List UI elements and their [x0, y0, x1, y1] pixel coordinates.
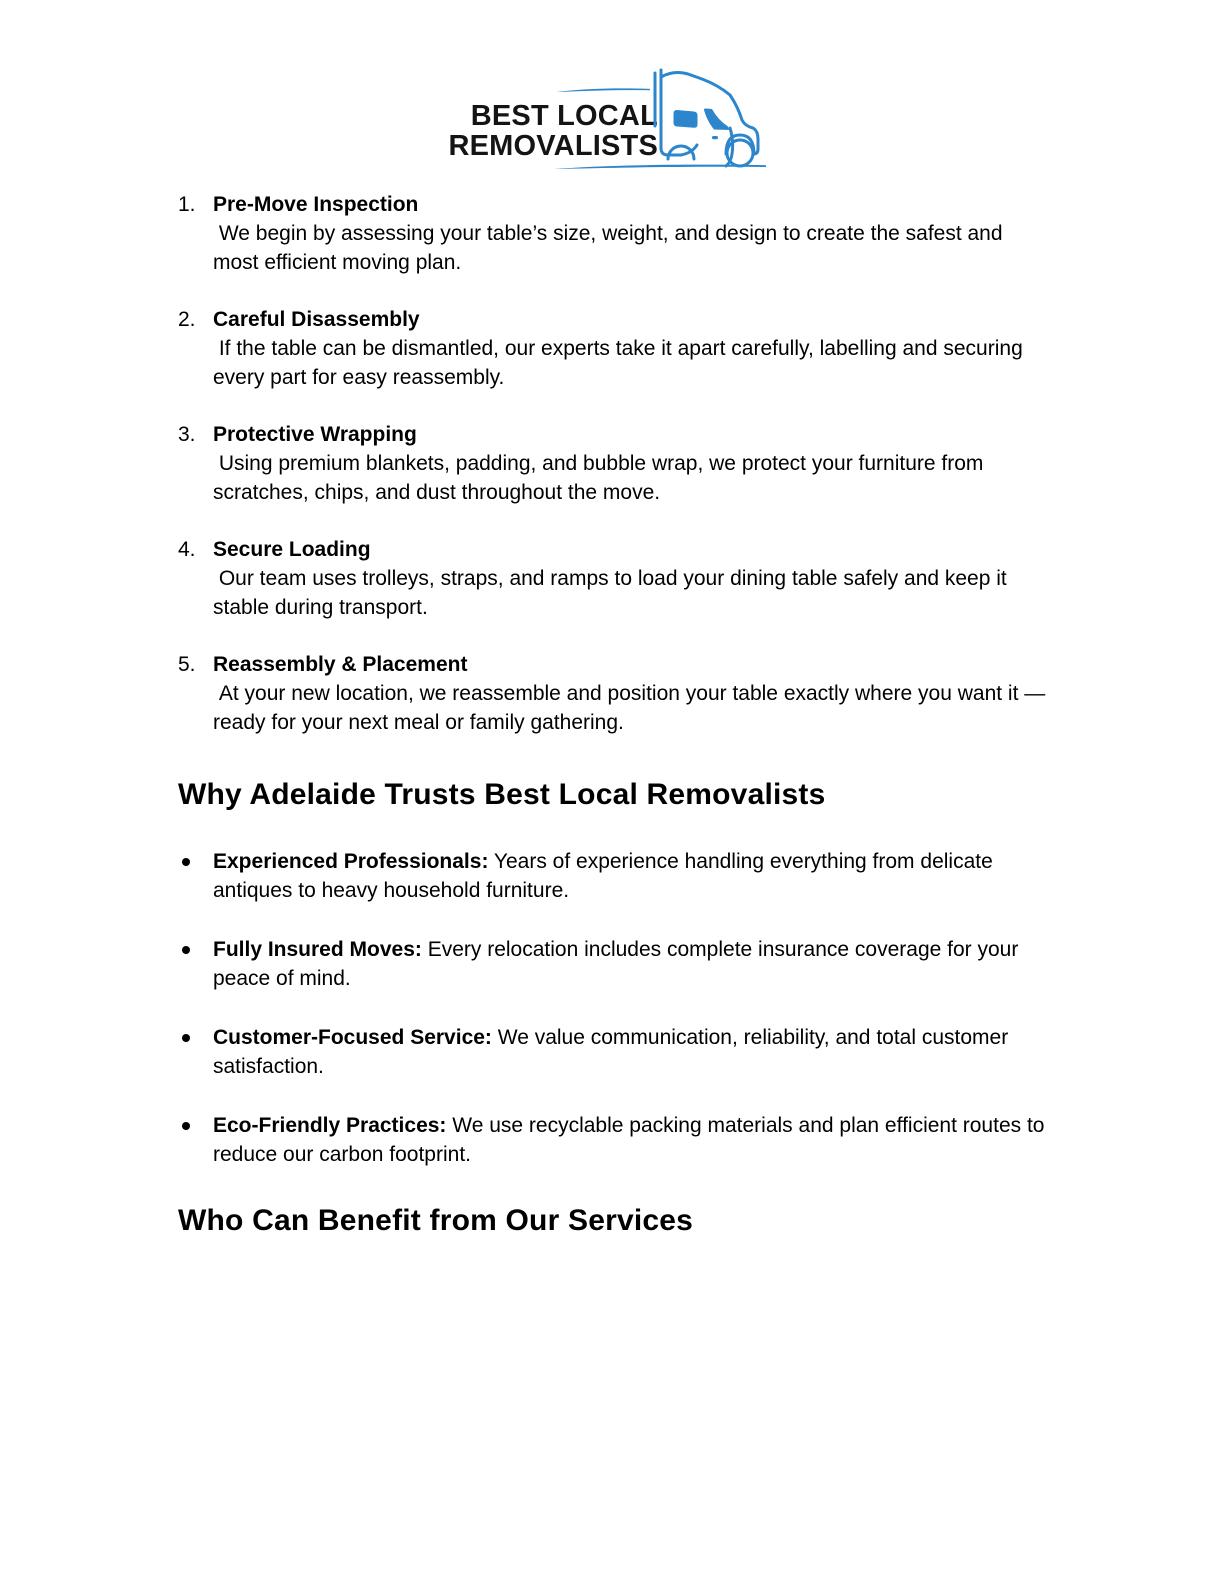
bullet-item: [178, 1111, 1048, 1169]
list-item-title: Secure Loading: [213, 538, 371, 561]
list-number: 4.: [178, 538, 196, 561]
bullet-item: [178, 1023, 1048, 1081]
logo: [448, 64, 768, 178]
list-item-title: Protective Wrapping: [213, 423, 417, 446]
bullet-icon: [182, 946, 190, 954]
bullet-label: Experienced Professionals:: [213, 850, 489, 873]
bullet-icon: [182, 1034, 190, 1042]
list-item: [178, 420, 1048, 507]
bullet-cell: [178, 1023, 213, 1081]
list-number: 1.: [178, 193, 196, 216]
document-body: [178, 190, 1052, 1239]
bullet-text: Every relocation includes complete insurance coverage for your peace of mind.: [213, 938, 1019, 990]
list-item-title: Pre-Move Inspection: [213, 193, 419, 216]
list-item-text: We begin by assessing your table’s size, weight, and design to create the safest and most efficient moving plan.: [213, 222, 1009, 274]
logo-header: [0, 0, 1224, 178]
list-item-text: At your new location, we reassemble and position your table exactly where you want it — ready for your next meal or family gathering.: [213, 682, 1052, 734]
bullet-text: We use recyclable packing materials and plan efficient routes to reduce our carbon footprint.: [213, 1114, 1045, 1166]
swoosh-accent-bottom-icon: [554, 163, 766, 170]
bullet-icon: [182, 858, 190, 866]
list-item: [178, 535, 1048, 622]
list-item-title: Reassembly & Placement: [213, 653, 468, 676]
bullet-text: Years of experience handling everything from delicate antiques to heavy household furniture.: [213, 850, 993, 902]
bullet-cell: [178, 1111, 213, 1169]
list-item-text: If the table can be dismantled, our experts take it apart carefully, labelling and securing every part for easy reassembly.: [213, 337, 1029, 389]
list-item: [178, 650, 1052, 737]
list-number: 3.: [178, 423, 196, 446]
bullet-label: Fully Insured Moves:: [213, 938, 422, 961]
logo-line2: REMOVALISTS: [448, 130, 658, 162]
section-heading-who: Who Can Benefit from Our Services: [178, 1204, 694, 1237]
list-item: [178, 305, 1048, 392]
bullet-item: [178, 935, 1048, 993]
list-item-text: Using premium blankets, padding, and bubble wrap, we protect your furniture from scratches, chips, and dust throughout the move.: [213, 452, 990, 504]
logo-wordmark: [448, 101, 658, 161]
bullet-label: Eco-Friendly Practices:: [213, 1114, 447, 1137]
section-heading-why: Why Adelaide Trusts Best Local Removalists: [178, 778, 826, 811]
logo-line1: BEST LOCAL: [470, 100, 658, 132]
list-number: 2.: [178, 308, 196, 331]
swoosh-accent-top-icon: [556, 87, 650, 93]
list-item-title: Careful Disassembly: [213, 308, 420, 331]
bullet-icon: [182, 1122, 190, 1130]
list-item: [178, 190, 1048, 277]
bullet-cell: [178, 935, 213, 993]
bullet-text: We value communication, reliability, and total customer satisfaction.: [213, 1026, 1009, 1078]
list-number: 5.: [178, 653, 196, 676]
bullet-cell: [178, 847, 213, 905]
bullet-item: [178, 847, 1048, 905]
bullet-label: Customer-Focused Service:: [213, 1026, 492, 1049]
truck-icon: [650, 66, 768, 168]
list-item-text: Our team uses trolleys, straps, and ramps to load your dining table safely and keep it stable during transport.: [213, 567, 1013, 619]
